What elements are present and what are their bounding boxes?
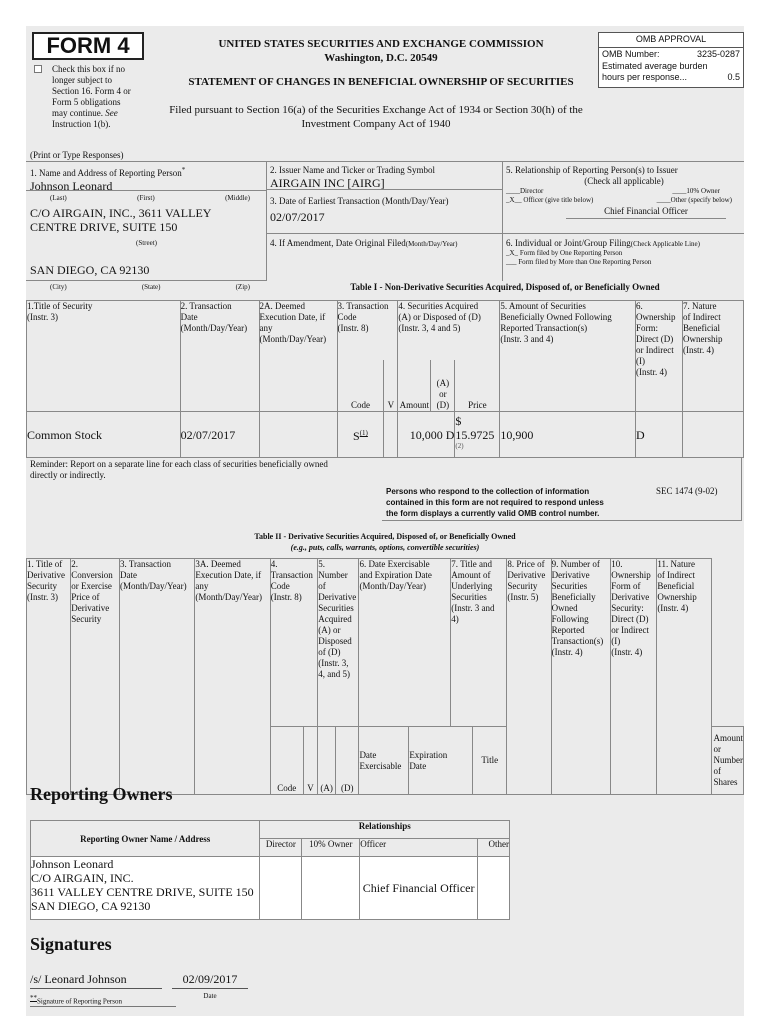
t2-col-underlying: 7. Title and Amount of Underlying Securities (Instr. 3 and 4): [451, 559, 507, 727]
relationships-header: Relationships: [260, 821, 510, 839]
t1-nature: [682, 412, 743, 458]
sec-number: SEC 1474 (9-02): [656, 486, 718, 496]
signatures-heading: Signatures: [30, 934, 112, 954]
reporting-person-name: Johnson Leonard: [30, 179, 113, 193]
t1-v: [384, 412, 398, 458]
reporting-owners-table: [30, 820, 510, 920]
relationship-options: ____Director ____10% Owner _X__ Officer (give title below) ____Other (specify below): [506, 187, 732, 204]
t2-col-owned: 9. Number of Derivative Securities Beneficially Owned Following Reported Transaction(s) (Instr. 4): [551, 559, 611, 795]
issuer-name: AIRGAIN INC [AIRG]: [270, 176, 385, 190]
persons-notice: Persons who respond to the collection of information contained in this form are not required to respond unless the form displays a currently valid OMB control number.: [386, 487, 604, 518]
t1-col-acquired: 4. Securities Acquired (A) or Disposed of (D) (Instr. 3, 4 and 5): [398, 301, 500, 360]
t1-col-code: 3. Transaction Code (Instr. 8): [337, 301, 398, 360]
date-label: Date: [203, 992, 217, 1000]
reporting-person-city: SAN DIEGO, CA 92130: [30, 263, 150, 277]
t1-col-title: 1.Title of Security (Instr. 3): [27, 301, 181, 412]
street-label: (Street): [136, 239, 157, 247]
box4-amendment: 4. If Amendment, Date Original Filed(Month/Day/Year): [270, 238, 458, 248]
box2-issuer: 2. Issuer Name and Ticker or Trading Symbol AIRGAIN INC [AIRG]: [270, 165, 500, 190]
t1-sub-code: Code: [337, 360, 384, 412]
check-box-notice: Check this box if no longer subject to Section 16. Form 4 or Form 5 obligations may continue. See Instruction 1(b).: [34, 64, 144, 130]
reminder-text: Reminder: Report on a separate line for each class of securities beneficially owned directly or indirectly.: [30, 459, 328, 480]
table1-non-derivative: [26, 300, 744, 458]
form-title: FORM 4: [32, 32, 144, 60]
t1-owned: 10,900: [500, 412, 636, 458]
section16-checkbox[interactable]: [34, 65, 42, 73]
t2-col-number: 5. Number of Derivative Securities Acquired (A) or Disposed of (D) (Instr. 3, 4, and 5): [318, 559, 359, 727]
rel-other-header: Other: [478, 839, 510, 857]
table1-title: Table I - Non-Derivative Securities Acquired, Disposed of, or Beneficially Owned: [350, 282, 660, 292]
t2-col-conversion: 2. Conversion or Exercise Price of Derivative Security: [71, 559, 120, 795]
table-row: [31, 857, 510, 920]
table2-title: Table II - Derivative Securities Acquired, Disposed of, or Beneficially Owned (e.g., puts, calls, warrants, options, convertible securities): [254, 532, 516, 552]
owner-other: [478, 857, 510, 920]
t2-col-deemed: 3A. Deemed Execution Date, if any (Month/Day/Year): [195, 559, 270, 795]
box6-filing: 6. Individual or Joint/Group Filing(Check Applicable Line) _X_ Form filed by One Reporting Person ___ Form filed by More than One Reporting Person: [506, 238, 700, 266]
reporting-person-address: C/O AIRGAIN, INC., 3611 VALLEY CENTRE DRIVE, SUITE 150: [30, 206, 212, 234]
t1-security: Common Stock: [27, 412, 181, 458]
t2-sub-d: (D): [335, 727, 358, 795]
t1-sub-price: Price: [455, 360, 500, 412]
t1-sub-v: V: [384, 360, 398, 412]
t2-col-code: 4. Transaction Code (Instr. 8): [270, 559, 318, 727]
t1-sub-amount: Amount: [398, 360, 431, 412]
t1-date: 02/07/2017: [180, 412, 259, 458]
signature-date: 02/09/2017: [172, 972, 248, 989]
rel-ten-header: 10% Owner: [302, 839, 360, 857]
t2-sub-date-exercisable: Date Exercisable: [359, 727, 409, 795]
t1-col-nature: 7. Nature of Indirect Beneficial Ownership (Instr. 4): [682, 301, 743, 412]
omb-approval-box: OMB APPROVAL OMB Number: 3235-0287 Estimated average burden hours per response... 0.5: [598, 32, 744, 88]
t1-price: $ 15.9725 (2): [455, 412, 500, 458]
box5-relationship: 5. Relationship of Reporting Person(s) to Issuer (Check all applicable): [506, 165, 678, 186]
t1-deemed: [259, 412, 337, 458]
agency-heading: UNITED STATES SECURITIES AND EXCHANGE COMMISSION Washington, D.C. 20549: [218, 38, 544, 64]
table2-derivative: [26, 558, 744, 795]
owner-name-header: Reporting Owner Name / Address: [31, 821, 260, 857]
t1-form: D: [636, 412, 683, 458]
t2-col-ownership-form: 10. Ownership Form of Derivative Security: Direct (D) or Indirect (I) (Instr. 4): [611, 559, 657, 795]
t1-col-date: 2. Transaction Date (Month/Day/Year): [180, 301, 259, 412]
reporting-owners-heading: Reporting Owners: [30, 784, 173, 804]
t1-col-amount-owned: 5. Amount of Securities Beneficially Owned Following Reported Transaction(s) (Instr. 3 and 4): [500, 301, 636, 412]
statement-title: STATEMENT OF CHANGES IN BENEFICIAL OWNERSHIP OF SECURITIES: [188, 76, 574, 88]
owner-director: [260, 857, 302, 920]
name-field-labels: (Last) (First) (Middle): [50, 194, 250, 202]
t2-sub-amount: Amount or Number of Shares: [712, 727, 744, 795]
t2-col-price: 8. Price of Derivative Security (Instr. 5): [507, 559, 551, 795]
owner-name-address: Johnson Leonard C/O AIRGAIN, INC. 3611 VALLEY CENTRE DRIVE, SUITE 150 SAN DIEGO, CA 92130: [31, 857, 260, 920]
signature-label: **Signature of Reporting Person: [30, 994, 176, 1007]
owner-ten: [302, 857, 360, 920]
t2-col-title: 1. Title of Derivative Security (Instr. 3): [27, 559, 71, 795]
t1-sub-ad: (A) or (D): [431, 360, 455, 412]
table-row: [27, 412, 744, 458]
rel-director-header: Director: [260, 839, 302, 857]
box1-reporting-person: 1. Name and Address of Reporting Person* Johnson Leonard: [30, 165, 262, 193]
t2-sub-expiration: Expiration Date: [409, 727, 473, 795]
owner-officer: Chief Financial Officer: [360, 857, 478, 920]
t2-sub-code: Code: [270, 727, 303, 795]
t2-col-date: 3. Transaction Date (Month/Day/Year): [120, 559, 195, 795]
officer-title: Chief Financial Officer: [566, 206, 726, 219]
earliest-transaction-date: 02/07/2017: [270, 210, 325, 224]
print-type: (Print or Type Responses): [30, 150, 124, 160]
filed-pursuant: Filed pursuant to Section 16(a) of the Securities Exchange Act of 1934 or Section 30(h) of the Investment Company Act of 1940: [169, 104, 583, 130]
t2-col-nature: 11. Nature of Indirect Beneficial Ownership (Instr. 4): [657, 559, 712, 795]
signature-name: /s/ Leonard Johnson: [30, 972, 162, 989]
t2-sub-v: V: [303, 727, 317, 795]
box3-earliest-date: 3. Date of Earliest Transaction (Month/Day/Year) 02/07/2017: [270, 196, 500, 224]
t2-sub-a: (A): [318, 727, 336, 795]
rel-officer-header: Officer: [360, 839, 478, 857]
t1-code: $S^{(1)}$: [337, 412, 384, 458]
city-field-labels: (City) (State) (Zip): [50, 283, 250, 291]
t1-col-deemed: 2A. Deemed Execution Date, if any (Month/Day/Year): [259, 301, 337, 412]
t2-col-exercisable: 6. Date Exercisable and Expiration Date (Month/Day/Year): [359, 559, 451, 727]
t2-sub-title: Title: [473, 727, 507, 795]
t1-amount: 10,000 D: [398, 412, 455, 458]
form-sheet: [26, 26, 744, 1016]
t1-col-ownership-form: 6. Ownership Form: Direct (D) or Indirect (I) (Instr. 4): [636, 301, 683, 412]
